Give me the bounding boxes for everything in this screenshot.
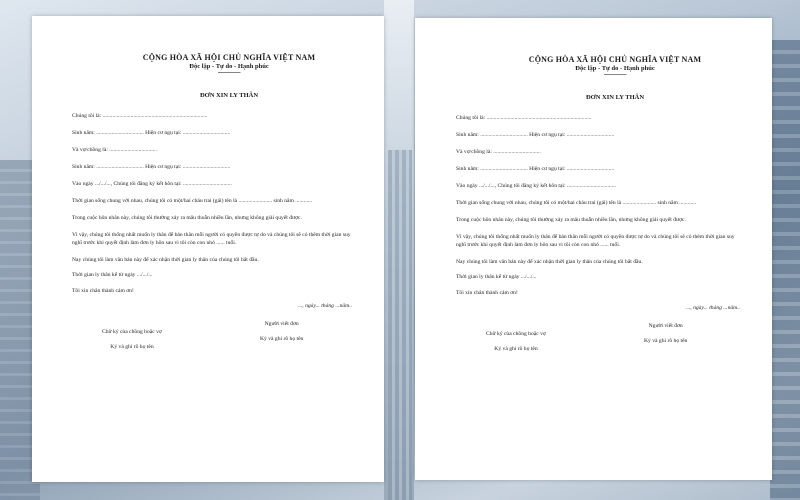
- date-line: ..., ngày... tháng ...năm..: [298, 303, 352, 309]
- signature-writer: [260, 321, 303, 351]
- field-name: Chúng tôi là: ...........................................................................: [456, 115, 592, 121]
- paragraph-confirm: Nay chúng tôi làm văn bản này để xác nhận thời gian ly thân của chúng tôi bắt đầu.: [72, 256, 259, 263]
- paragraph-reason: Vì vậy, chúng tôi thống nhất muốn ly thân để bản thân mỗi người có quyền được tự do và chúng tôi sẽ có thêm thời gian suy nghĩ trước khi quyết định làm đơn ly hôn sau vì tôi còn con nhỏ ...... tuổi.: [456, 234, 735, 248]
- signature-spouse: [486, 331, 546, 361]
- signature-spouse-label: Chữ ký của chồng hoặc vợ: [486, 331, 546, 337]
- field-name: Chúng tôi là: ...........................................................................: [72, 113, 208, 119]
- paragraph-reason: Vì vậy, chúng tôi thống nhất muốn ly thân để bản thân mỗi người có quyền được tự do và chúng tôi sẽ có thêm thời gian suy nghĩ trước khi quyết định làm đơn ly hôn sau vì tôi còn con nhỏ ...... tuổi.: [72, 232, 351, 246]
- signature-writer-note: Ký và ghi rõ họ tên: [644, 338, 688, 344]
- field-marriage-date: Vào ngày .../.../..., Chúng tôi đăng ký kết hôn tại: ...................................: [72, 181, 232, 187]
- field-spouse: Và vợ/chồng là: ..................................: [456, 149, 541, 155]
- signature-section: [72, 317, 356, 363]
- paragraph-conflict: Trong cuộc hôn nhân này, chúng tôi thường xảy ra mâu thuẫn nhiều lần, nhưng không giải quyết được.: [456, 217, 686, 223]
- signature-spouse: [102, 329, 162, 359]
- field-birth-address: Sinh năm: .................................. Hiện cư ngụ tại: ..................................: [456, 132, 615, 138]
- national-motto: Độc lập - Tự do - Hạnh phúc: [189, 63, 269, 70]
- national-title: CỘNG HÒA XÃ HỘI CHỦ NGHĨA VIỆT NAM: [528, 55, 702, 64]
- paragraph-confirm: Nay chúng tôi làm văn bản này để xác nhận thời gian ly thân của chúng tôi bắt đầu.: [456, 258, 643, 265]
- field-spouse-birth-address: Sinh năm: .................................. Hiện cư ngụ tại: ..................................: [456, 166, 615, 172]
- signature-section: [456, 319, 744, 365]
- field-birth-address: Sinh năm: .................................. Hiện cư ngụ tại: ..................................: [72, 130, 231, 136]
- paragraph-conflict: Trong cuộc hôn nhân này, chúng tôi thường xảy ra mâu thuẫn nhiều lần, nhưng không giải quyết được.: [72, 215, 302, 221]
- field-marriage-date: Vào ngày .../.../..., Chúng tôi đăng ký kết hôn tại: ...................................: [456, 183, 616, 189]
- document-title: ĐƠN XIN LY THÂN: [199, 92, 259, 99]
- paragraph-thanks: Tôi xin chân thành cảm ơn!: [456, 289, 518, 296]
- signature-writer-label: Người viết đơn: [648, 323, 683, 329]
- signature-spouse-note: Ký và ghi rõ họ tên: [494, 346, 538, 352]
- background-building-right: [770, 40, 800, 500]
- paragraph-start-date: Thời gian ly thân kể từ ngày .../.../...: [456, 274, 537, 280]
- document-page-right: [415, 18, 772, 480]
- document-title: ĐƠN XIN LY THÂN: [585, 94, 645, 101]
- national-title: CỘNG HÒA XÃ HỘI CHỦ NGHĨA VIỆT NAM: [142, 53, 316, 62]
- field-spouse-birth-address: Sinh năm: .................................. Hiện cư ngụ tại: ..................................: [72, 164, 231, 170]
- signature-spouse-note: Ký và ghi rõ họ tên: [110, 344, 154, 350]
- document-page-left: [32, 16, 384, 482]
- paragraph-start-date: Thời gian ly thân kể từ ngày .../.../...: [72, 272, 153, 278]
- signature-spouse-label: Chữ ký của chồng hoặc vợ: [102, 329, 162, 335]
- background-building-middle: [388, 150, 412, 500]
- paragraph-thanks: Tôi xin chân thành cảm ơn!: [72, 287, 134, 294]
- header-divider: ---------------: [217, 70, 241, 76]
- header-divider: ---------------: [603, 72, 627, 78]
- signature-writer-label: Người viết đơn: [264, 321, 299, 327]
- field-spouse: Và vợ/chồng là: ..................................: [72, 147, 157, 153]
- signature-writer-note: Ký và ghi rõ họ tên: [260, 336, 304, 342]
- signature-writer: [644, 323, 687, 353]
- paragraph-children: Thời gian sống chung với nhau, chúng tôi có một/hai cháu trai (gái) tên là ........................ sinh năm ............: [72, 198, 313, 204]
- paragraph-children: Thời gian sống chung với nhau, chúng tôi có một/hai cháu trai (gái) tên là ........................ sinh năm ............: [456, 200, 697, 206]
- national-motto: Độc lập - Tự do - Hạnh phúc: [575, 65, 655, 72]
- date-line: ..., ngày... tháng ...năm..: [686, 305, 740, 311]
